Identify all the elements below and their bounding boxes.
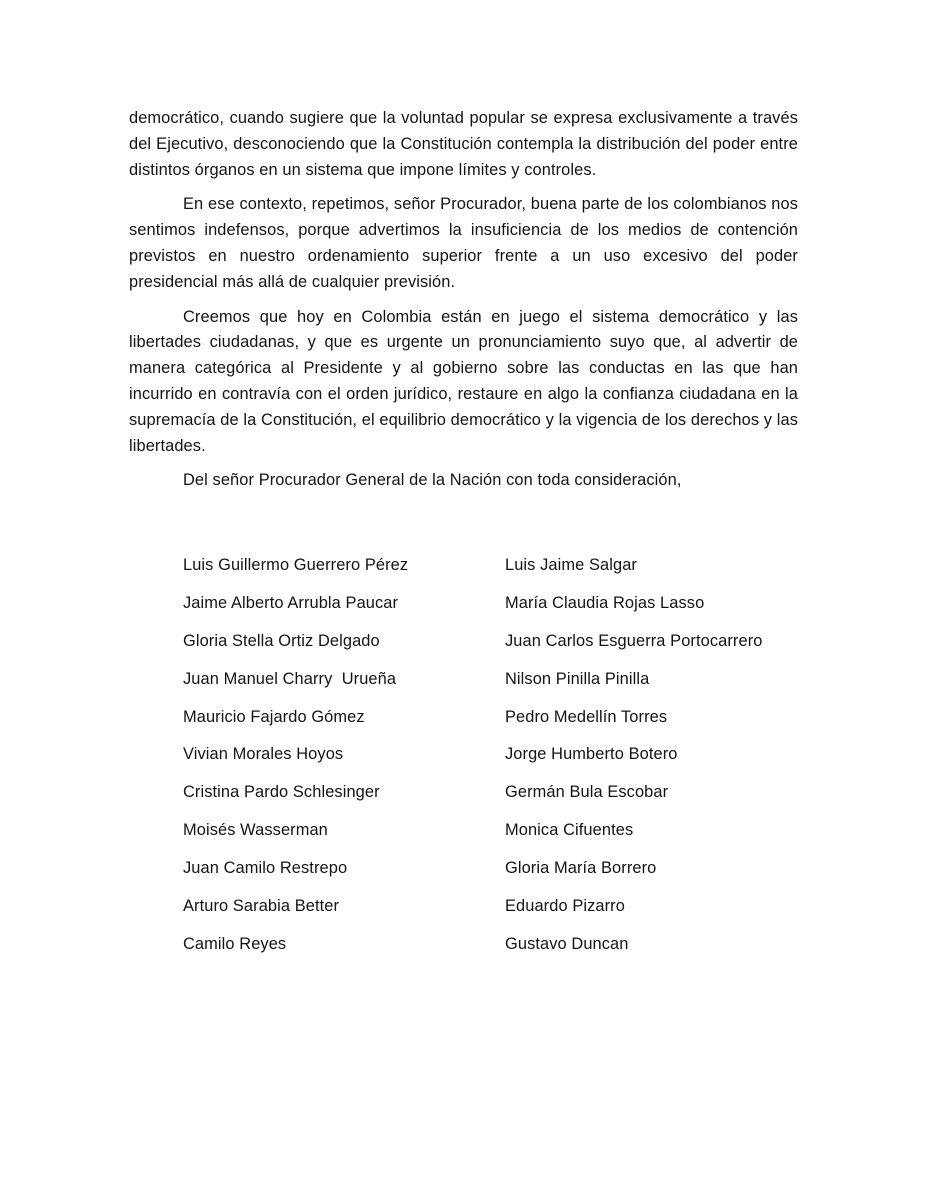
signatory-name: Nilson Pinilla Pinilla xyxy=(505,669,650,688)
signatory-name: Cristina Pardo Schlesinger xyxy=(183,783,380,802)
closing-salutation: Del señor Procurador General de la Nación con toda consideración, xyxy=(183,471,682,490)
paragraph-context: En ese contexto, repetimos, señor Procurador, buena parte de los colombianos nos sentimos indefensos, porque advertimos la insuficiencia de los medios de contención previstos en nuestro ordenamiento superior frente a un uso excesivo del poder presidencial más allá de cualquier previsión. xyxy=(129,195,798,291)
signatory-name: Eduardo Pizarro xyxy=(505,897,625,916)
signatory-name: Juan Manuel Charry Urueña xyxy=(183,669,397,688)
signatory-name: Camilo Reyes xyxy=(183,934,287,953)
signatory-name: Luis Guillermo Guerrero Pérez xyxy=(183,556,409,574)
signatory-name: Monica Cifuentes xyxy=(505,821,634,840)
paragraph-continuation: democrático, cuando sugiere que la voluntad popular se expresa exclusivamente a través del Ejecutivo, desconociendo que la Constitución contempla la distribución del poder entre distintos órganos en un sistema que impone límites y controles. xyxy=(129,109,798,179)
signatory-name: Luis Jaime Salgar xyxy=(505,556,637,574)
signatory-name: Mauricio Fajardo Gómez xyxy=(183,707,365,726)
signatory-name: María Claudia Rojas Lasso xyxy=(505,593,705,612)
letter-body xyxy=(129,106,798,494)
signatory-name: Germán Bula Escobar xyxy=(505,783,669,802)
signatory-name: Gustavo Duncan xyxy=(505,934,629,953)
signatory-name: Gloria María Borrero xyxy=(505,859,657,878)
signatories-right-column xyxy=(505,552,762,969)
signatory-name: Pedro Medellín Torres xyxy=(505,707,668,726)
signatory-name: Gloria Stella Ortiz Delgado xyxy=(183,631,380,650)
signatory-name: Moisés Wasserman xyxy=(183,821,328,840)
signatory-name: Juan Camilo Restrepo xyxy=(183,859,348,878)
paragraph-request: Creemos que hoy en Colombia están en juego el sistema democrático y las libertades ciudadanas, y que es urgente un pronunciamiento suyo que, al advertir de manera categórica al Presidente y al gobierno sobre las conductas en las que han incurrido en contravía con el orden jurídico, restaure en algo la confianza ciudadana en la supremacía de la Constitución, el equilibrio democrático y la vigencia de los derechos y las libertades. xyxy=(129,307,798,455)
signatories-left-column xyxy=(183,552,408,969)
signatory-name: Juan Carlos Esguerra Portocarrero xyxy=(505,631,763,650)
signatory-name: Jaime Alberto Arrubla Paucar xyxy=(183,593,399,612)
signatory-name: Vivian Morales Hoyos xyxy=(183,745,344,764)
signatory-name: Arturo Sarabia Better xyxy=(183,897,340,916)
signatory-name: Jorge Humberto Botero xyxy=(505,745,678,764)
